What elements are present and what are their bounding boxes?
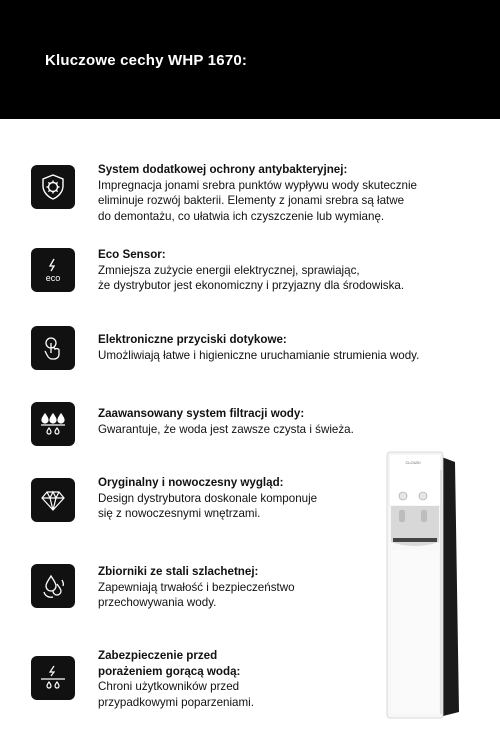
feature-title: Eco Sensor: — [98, 248, 166, 261]
touch-icon — [31, 326, 75, 370]
dispenser-brand: CLOUDI — [405, 460, 421, 465]
feature-title: Oryginalny i nowoczesny wygląd: — [98, 476, 284, 489]
feature-description: Design dystrybutora doskonale komponuje się z nowoczesnymi wnętrzami. — [98, 491, 318, 520]
feature-title: Zabezpieczenie przed porażeniem gorącą wodą: — [98, 649, 241, 678]
water-dispenser-image — [383, 450, 463, 720]
header-banner — [0, 0, 500, 119]
steel-drops-icon — [31, 564, 75, 608]
water-drops-icon — [31, 402, 75, 446]
hot-water-safety-icon — [31, 656, 75, 700]
feature-title: System dodatkowej ochrony antybakteryjnej: — [98, 163, 348, 176]
feature-description: Zapewniają trwałość i bezpieczeństwo przechowywania wody. — [98, 580, 295, 609]
feature-description: Gwarantuje, że woda jest zawsze czysta i świeża. — [98, 422, 354, 436]
page-title: Kluczowe cechy WHP 1670: — [45, 52, 248, 69]
shield-virus-icon — [31, 165, 75, 209]
feature-title: Zaawansowany system filtracji wody: — [98, 407, 305, 420]
eco-icon — [31, 248, 75, 292]
feature-description: Impregnacja jonami srebra punktów wypływu wody skutecznie eliminuje rozwój bakterii. Elementy z jonami srebra są łatwe do demontażu, co ułatwia ich czyszczenie lub wymianę. — [98, 178, 417, 223]
eco-icon-label: eco — [45, 273, 61, 283]
feature-title: Elektroniczne przyciski dotykowe: — [98, 333, 287, 346]
diamond-icon — [31, 478, 75, 522]
feature-description: Umożliwiają łatwe i higieniczne uruchamianie strumienia wody. — [98, 348, 420, 362]
feature-description: Zmniejsza zużycie energii elektrycznej, sprawiając, że dystrybutor jest ekonomiczny i przyjazny dla środowiska. — [98, 263, 405, 292]
feature-description: Chroni użytkowników przed przypadkowymi poparzeniami. — [98, 680, 254, 709]
feature-title: Zbiorniki ze stali szlachetnej: — [98, 565, 259, 578]
